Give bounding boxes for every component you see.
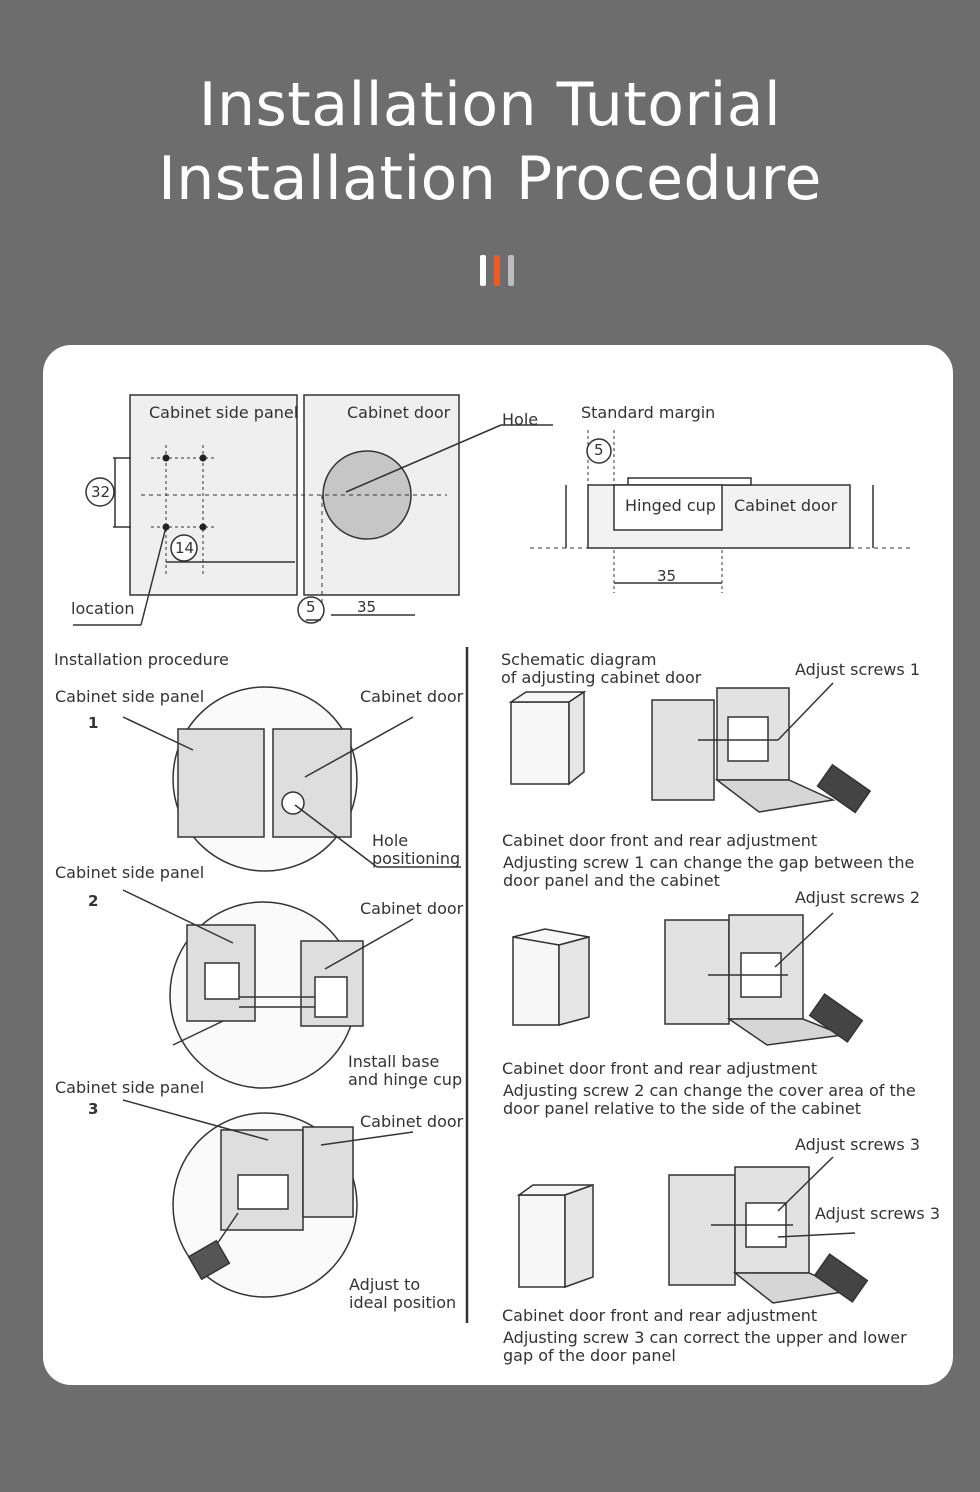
- label-hinged-cup: Hinged cup: [625, 496, 716, 515]
- row3-desc-line2: gap of the door panel: [503, 1346, 676, 1365]
- dimension-14: 14: [175, 539, 195, 557]
- step2-side-panel-label: Cabinet side panel: [55, 863, 205, 882]
- step2-note-line1: Install base: [348, 1052, 440, 1071]
- step2-door-label: Cabinet door: [360, 899, 464, 918]
- margin-dimension-5: 5: [594, 441, 604, 459]
- accent-bar-white: [480, 255, 486, 286]
- accent-bars: [480, 255, 520, 287]
- row2-screw-label: Adjust screws 2: [795, 888, 920, 907]
- row1-screw-label: Adjust screws 1: [795, 660, 920, 679]
- step3-note-line1: Adjust to: [349, 1275, 421, 1294]
- margin-dimension-35: 35: [657, 567, 677, 585]
- title-line-1: Installation Tutorial: [198, 70, 782, 140]
- step1-note-line2: positioning: [372, 849, 461, 868]
- title-line-2: Installation Procedure: [158, 144, 822, 214]
- step1-number: 1: [88, 714, 99, 732]
- procedure-heading: Installation procedure: [54, 650, 229, 669]
- label-location: location: [71, 599, 135, 618]
- row3-screw-label-a: Adjust screws 3: [795, 1135, 920, 1154]
- row3-screw-label-b: Adjust screws 3: [815, 1204, 940, 1223]
- step1-side-panel-label: Cabinet side panel: [55, 687, 205, 706]
- label-standard-margin: Standard margin: [581, 403, 716, 422]
- step2-number: 2: [88, 892, 99, 910]
- label-cabinet-door: Cabinet door: [347, 403, 451, 422]
- step2-note-line2: and hinge cup: [348, 1070, 463, 1089]
- step1-note-line1: Hole: [372, 831, 409, 850]
- row2-desc-line1: Adjusting screw 2 can change the cover area of the: [503, 1081, 916, 1100]
- step3-door-label: Cabinet door: [360, 1112, 464, 1131]
- row1-desc-line1: Adjusting screw 1 can change the gap between the: [503, 853, 915, 872]
- step3-side-panel-label: Cabinet side panel: [55, 1078, 205, 1097]
- row3-desc-line1: Adjusting screw 3 can correct the upper and lower: [503, 1328, 907, 1347]
- schematic-line1: Schematic diagram: [501, 650, 657, 669]
- schematic-line2: of adjusting cabinet door: [501, 668, 702, 687]
- row1-caption: Cabinet door front and rear adjustment: [502, 831, 818, 850]
- step3-number: 3: [88, 1100, 99, 1118]
- label-hole: Hole: [502, 410, 539, 429]
- dimension-35: 35: [357, 598, 377, 616]
- label-margin-cabinet-door: Cabinet door: [734, 496, 838, 515]
- row2-caption: Cabinet door front and rear adjustment: [502, 1059, 818, 1078]
- step1-door-label: Cabinet door: [360, 687, 464, 706]
- dimension-32: 32: [91, 483, 111, 501]
- row2-desc-line2: door panel relative to the side of the cabinet: [503, 1099, 861, 1118]
- row1-desc-line2: door panel and the cabinet: [503, 871, 720, 890]
- accent-bar-gray: [508, 255, 514, 286]
- dimension-5: 5: [306, 598, 316, 616]
- hinge-arm-shape: [628, 478, 751, 485]
- accent-bar-orange: [494, 255, 500, 286]
- row3-caption: Cabinet door front and rear adjustment: [502, 1306, 818, 1325]
- step3-note-line2: ideal position: [349, 1293, 457, 1312]
- label-cabinet-side-panel: Cabinet side panel: [149, 403, 299, 422]
